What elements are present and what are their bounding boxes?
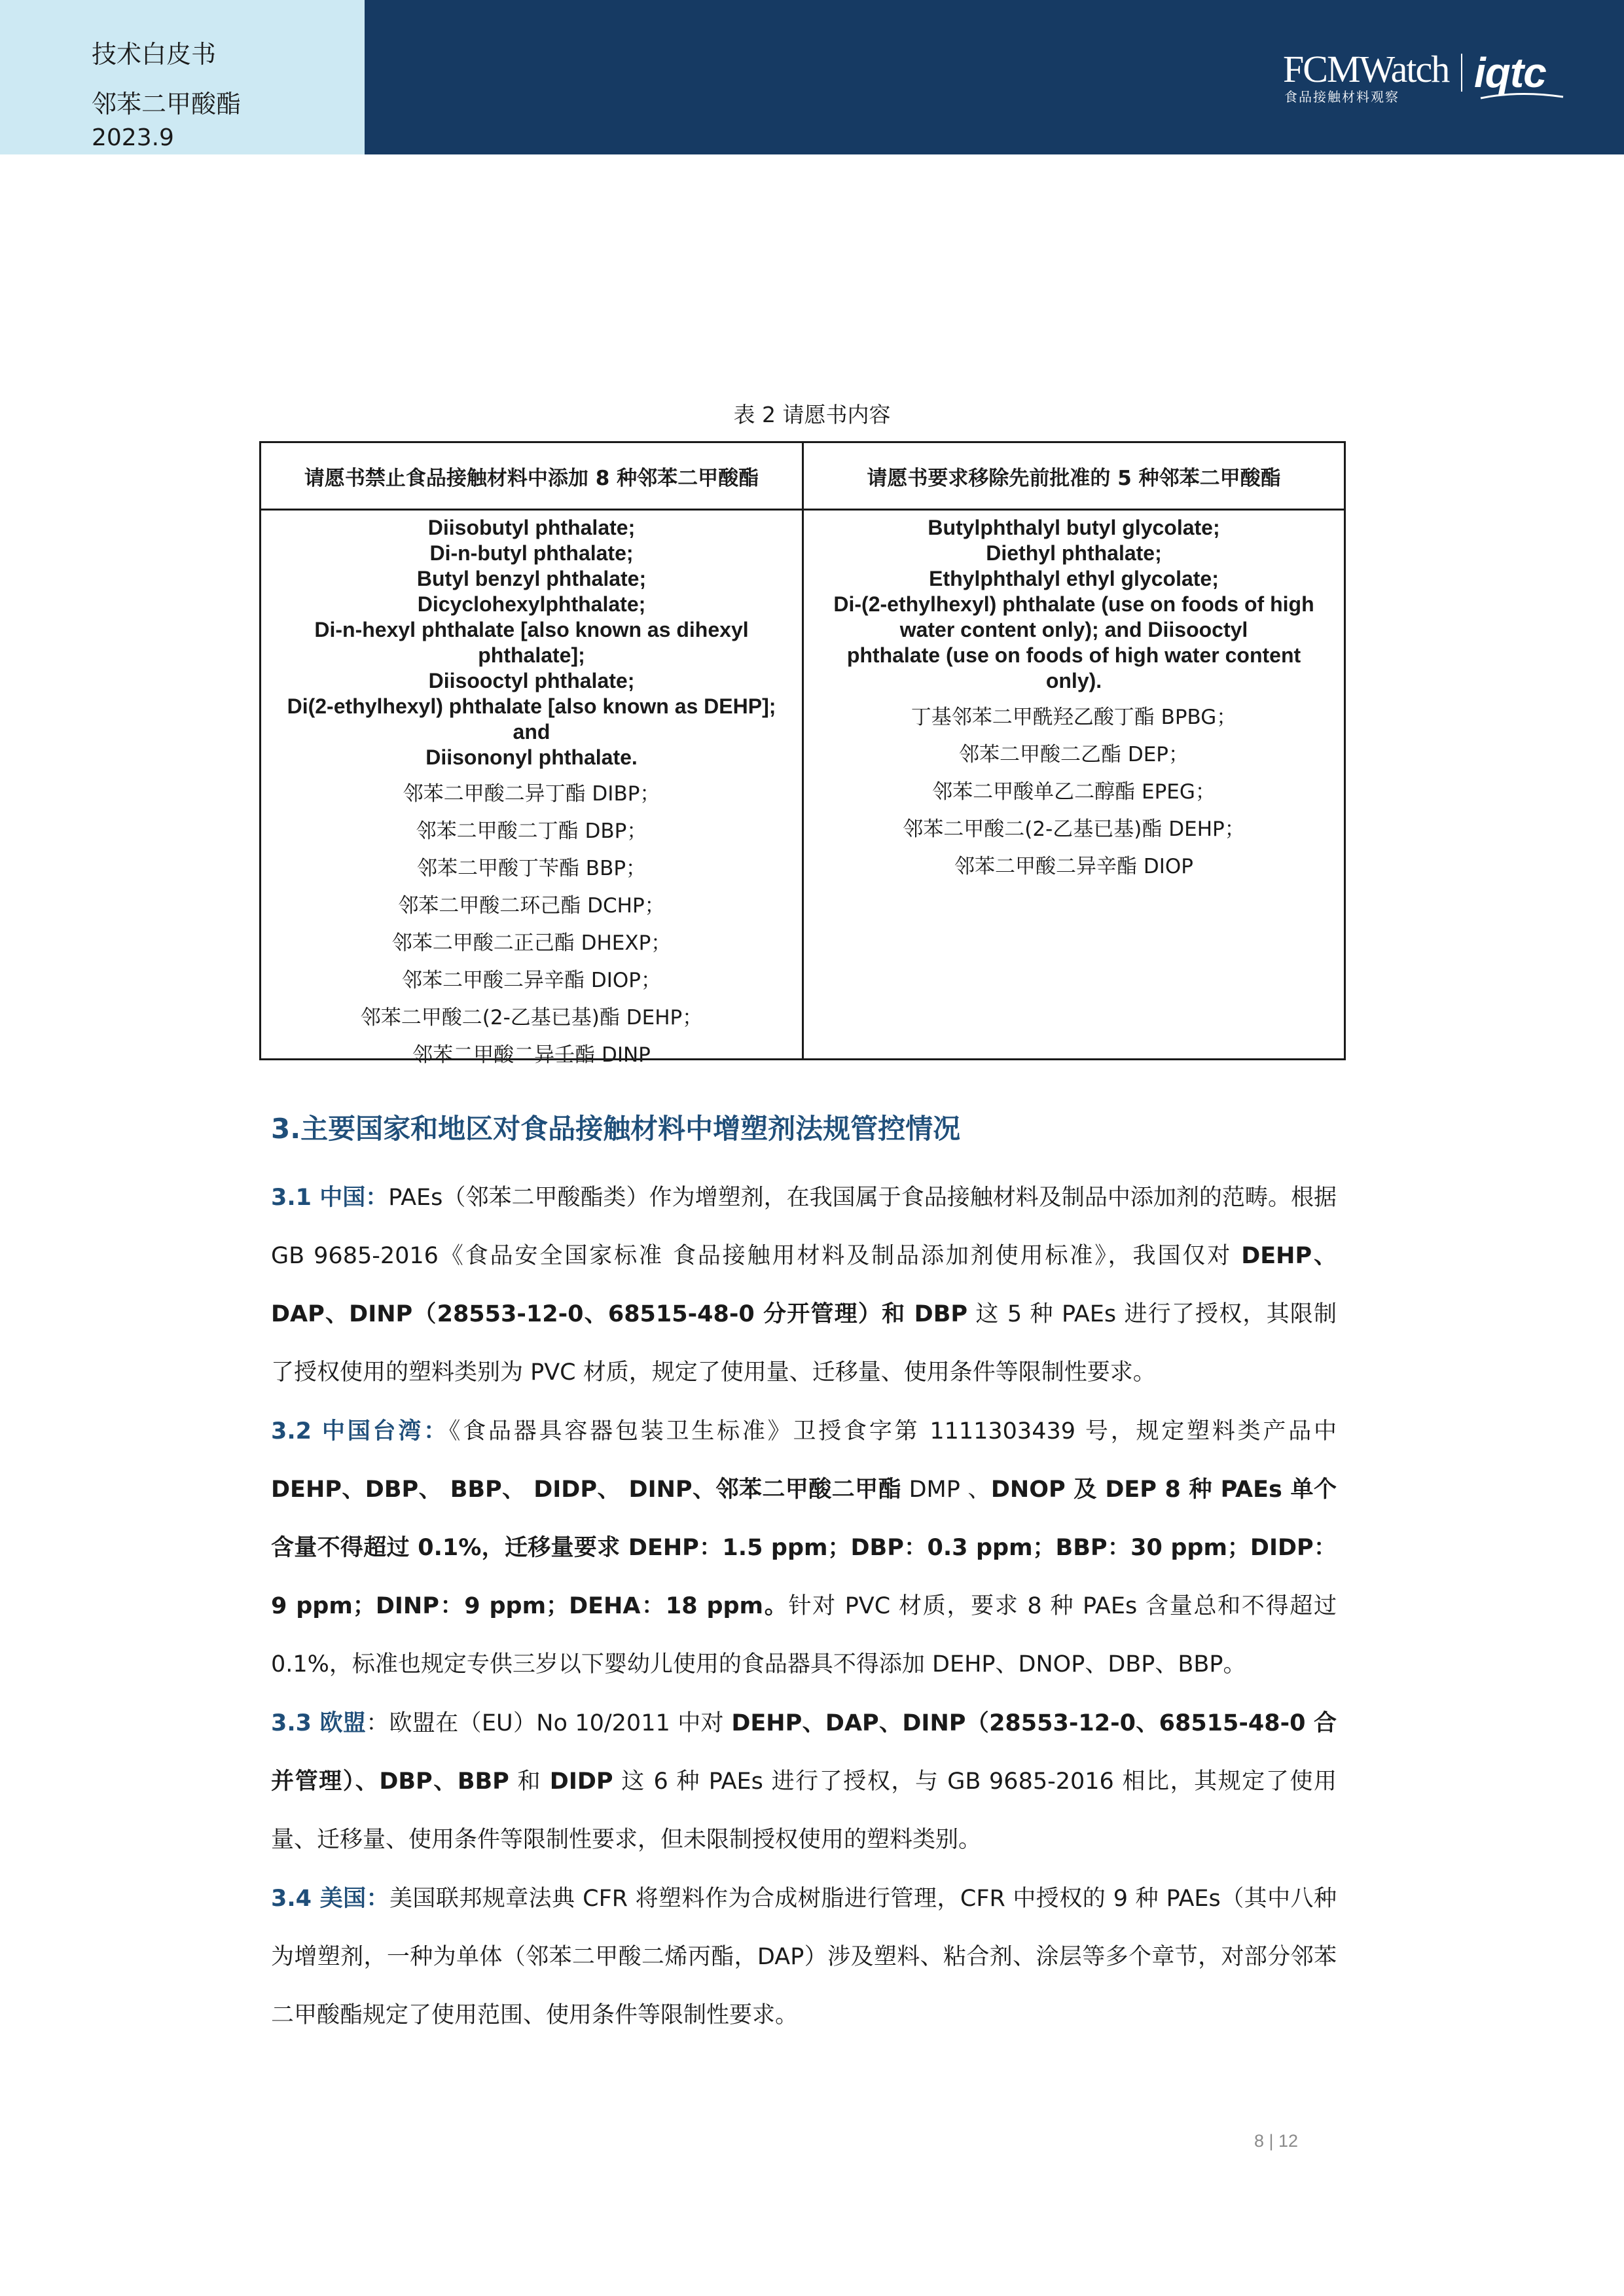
paragraph-bold-text: DIDP xyxy=(549,1768,613,1795)
col1-chinese-list xyxy=(261,776,802,1074)
paragraph-text: 美国联邦规章法典 CFR 将塑料作为合成树脂进行管理，CFR 中授权的 9 种 PAEs（其中八种为增塑剂，一种为单体（邻苯二甲酸二烯丙酯，DAP）涉及塑料、粘合剂、涂层等多个章节，对部分邻苯二甲酸酯规定了使用范围、使用条件等限制性要求。 xyxy=(271,1886,1337,2028)
paragraph-text: 《食品器具容器包装卫生标准》卫授食字第 1111303439 号，规定塑料类产品中 xyxy=(448,1418,1337,1444)
paragraph-text: 这 5 种 PAEs 进行了授权，其限制了授权使用的塑料类别为 PVC 材质，规定了使用量、迁移量、使用条件等限制性要求。 xyxy=(271,1301,1337,1386)
list-item: 邻苯二甲酸二异辛酯 DIOP； xyxy=(402,969,661,992)
paragraph-bold-text: DNOP 及 DEP 8 种 PAEs 单个含量不得超过 0.1%，迁移量要求 DEHP：1.5 ppm；DBP：0.3 ppm；BBP：30 ppm；DIDP：9 ppm；DINP：9 ppm；DEHA：18 ppm。 xyxy=(271,1477,1337,1619)
list-item: 邻苯二甲酸丁苄酯 BBP； xyxy=(416,857,647,880)
header-bar xyxy=(0,0,1624,154)
petition-table xyxy=(259,441,1346,1067)
paragraph-china xyxy=(271,1169,1337,1402)
paragraph-text: PAEs（邻苯二甲酸酯类）作为增塑剂，在我国属于食品接触材料及制品中添加剂的范畴。根据 GB 9685-2016《食品安全国家标准 食品接触用材料及制品添加剂使用标准》，我国仅对 xyxy=(271,1185,1337,1269)
doc-date: 2023.9 xyxy=(92,124,174,151)
list-item: 邻苯二甲酸二(2-乙基已基)酯 DEHP； xyxy=(360,1006,703,1030)
doc-topic: 邻苯二甲酸酯 xyxy=(92,90,242,118)
paragraph-taiwan xyxy=(271,1403,1337,1694)
col2-chinese-list xyxy=(804,699,1344,886)
list-item: 邻苯二甲酸二丁酯 DBP； xyxy=(416,819,647,843)
paragraph-bold-text: DEHP、DBP、 BBP、 DIDP、 DINP、邻苯二甲酸二甲酯 xyxy=(271,1477,902,1503)
col1-english-list: Diisobutyl phthalate; Di-n-butyl phthalate; Butyl benzyl phthalate; Dicyclohexylphthalate; Di-n-hexyl phthalate [also known as dihexyl phthalate]; Diisooctyl phthalate; Di(2-ethylhexyl) phthalate [also known as DEHP]; and Diisononyl phthalate. xyxy=(287,516,776,769)
table-cell-col2 xyxy=(804,515,1344,886)
paragraph-eu xyxy=(271,1695,1337,1869)
logo-divider xyxy=(1461,54,1462,92)
table-cell-col1 xyxy=(261,515,802,1074)
table-header-col1: 请愿书禁止食品接触材料中添加 8 种邻苯二甲酸酯 xyxy=(304,466,759,490)
list-item: 邻苯二甲酸单乙二醇酯 EPEG； xyxy=(932,780,1216,804)
list-item: 邻苯二甲酸二乙酯 DEP； xyxy=(958,743,1189,766)
table-header-divider xyxy=(261,509,1344,511)
paragraph-label: 3.2 中国台湾： xyxy=(271,1418,449,1444)
brand-logos xyxy=(1283,47,1571,113)
list-item: 邻苯二甲酸二环己酯 DCHP； xyxy=(398,894,665,918)
list-item: 丁基邻苯二甲酰羟乙酸丁酯 BPBG； xyxy=(911,706,1237,729)
section-title: 3.主要国家和地区对食品接触材料中增塑剂法规管控情况 xyxy=(271,1113,961,1145)
paragraph-text: DMP 、 xyxy=(901,1477,991,1503)
paragraph-label: 3.4 美国： xyxy=(271,1886,389,1912)
list-item: 邻苯二甲酸二异壬酯 DINP xyxy=(412,1043,651,1067)
paragraph-label: 3.1 中国： xyxy=(271,1185,389,1211)
list-item: 邻苯二甲酸二异辛酯 DIOP xyxy=(954,855,1193,878)
paragraph-text: 针对 PVC 材质，要求 8 种 PAEs 含量总和不得超过 0.1%，标准也规定专供三岁以下婴幼儿使用的食品器具不得添加 DEHP、DNOP、DBP、BBP。 xyxy=(271,1593,1337,1677)
paragraph-bold-text: DEHP、DAP、DINP（28553-12-0、68515-48-0 合并管理）、DBP、BBP xyxy=(271,1710,1337,1795)
list-item: 邻苯二甲酸二异丁酯 DIBP； xyxy=(403,782,660,806)
paragraph-bold-text: DEHP、DAP、DINP（28553-12-0、68515-48-0 分开管理）和 DBP xyxy=(271,1243,1337,1327)
table-header-col2: 请愿书要求移除先前批准的 5 种邻苯二甲酸酯 xyxy=(867,466,1281,490)
paragraph-text: 和 xyxy=(509,1768,550,1795)
list-item: 邻苯二甲酸二正己酯 DHEXP； xyxy=(391,931,672,955)
list-item: 邻苯二甲酸二(2-乙基已基)酯 DEHP； xyxy=(903,817,1245,841)
doc-type: 技术白皮书 xyxy=(92,40,217,69)
iqtc-swoosh-icon xyxy=(1479,89,1564,102)
page-number: 8 | 12 xyxy=(1254,2131,1299,2151)
col2-english-list: Butylphthalyl butyl glycolate; Diethyl phthalate; Ethylphthalyl ethyl glycolate; Di-(2-ethylhexyl) phthalate (use on foods of high water content only); and Diisooctyl phthalate (use on foods of high water content only). xyxy=(833,516,1314,692)
paragraph-text: 这 6 种 PAEs 进行了授权，与 GB 9685-2016 相比，其规定了使用量、迁移量、使用条件等限制性要求，但未限制授权使用的塑料类别。 xyxy=(271,1768,1337,1853)
iqtc-logo: iqtc xyxy=(1474,49,1546,96)
paragraph-text: ：欧盟在（EU）No 10/2011 中对 xyxy=(366,1710,732,1736)
header-doc-info xyxy=(0,0,365,154)
paragraph-usa xyxy=(271,1870,1337,2045)
paragraph-label: 3.3 欧盟 xyxy=(271,1710,367,1736)
table-caption: 表 2 请愿书内容 xyxy=(733,402,891,427)
fcmwatch-subtitle: 食品接触材料观察 xyxy=(1284,89,1399,105)
fcmwatch-logo: FCMWatch xyxy=(1283,48,1449,90)
